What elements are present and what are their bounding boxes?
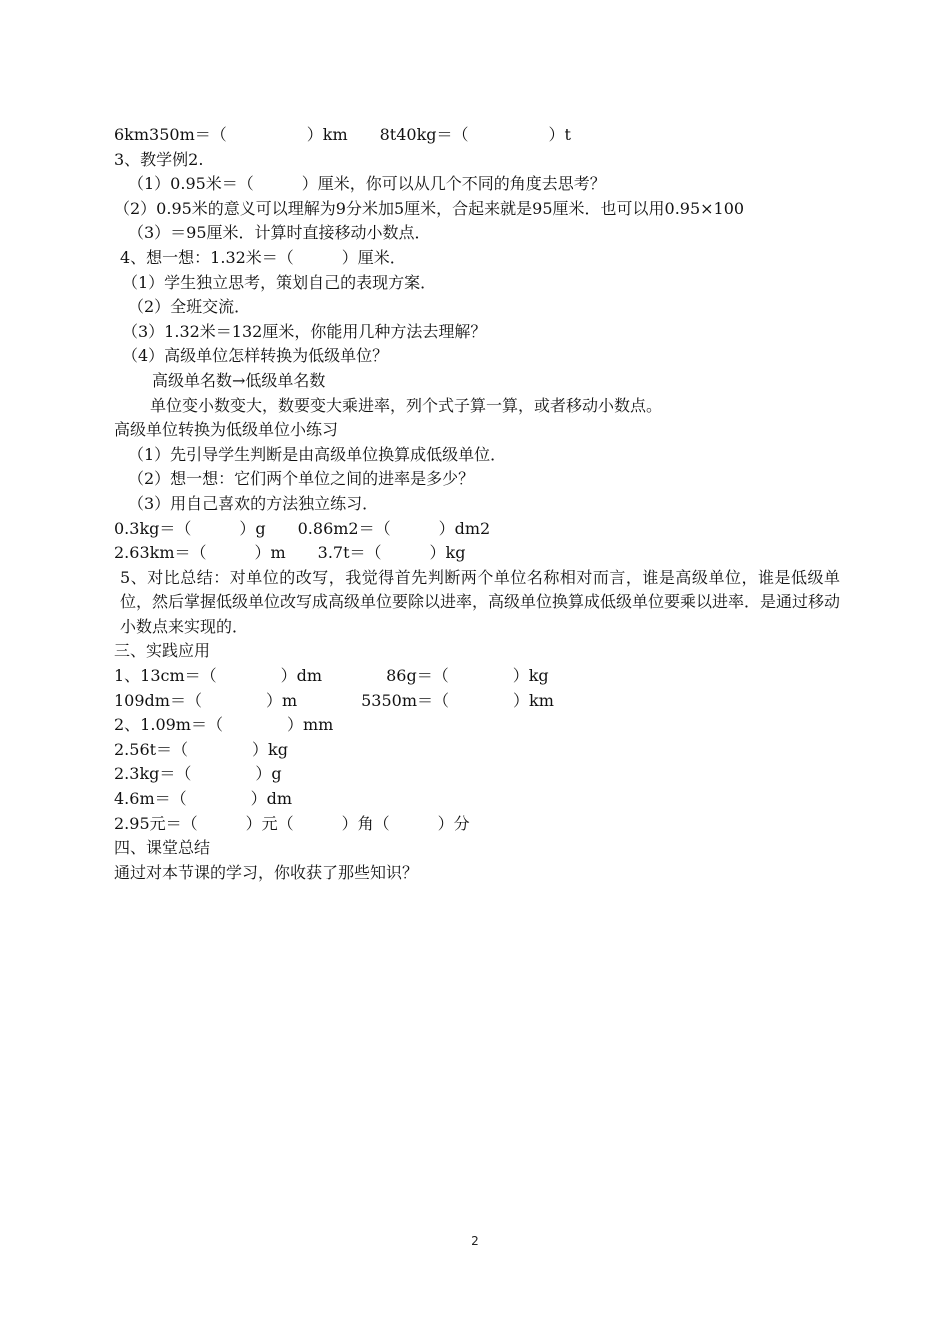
page-number: 2 — [471, 1234, 479, 1248]
document-body — [114, 123, 840, 885]
section-heading-think: 4、想一想：1.32米＝（ ）厘米． — [120, 247, 406, 267]
conversion-exercise-line: 2.56t＝（ ）kg — [114, 739, 288, 759]
paragraph-line: （3）1.32米＝132厘米，你能用几种方法去理解？ — [122, 321, 487, 341]
paragraph-line: （1）学生独立思考，策划自己的表现方案． — [122, 272, 437, 292]
paragraph-line: （3）＝95厘米．计算时直接移动小数点． — [128, 223, 431, 243]
conversion-exercise-line: 109dm＝（ ）m 5350m＝（ ）km — [114, 690, 554, 710]
conversion-exercise-line: 2.3kg＝（ ）g — [114, 764, 282, 784]
conversion-exercise-line: 0.3kg＝（ ）g 0.86m2＝（ ）dm2 — [114, 518, 491, 538]
paragraph-line: 高级单名数→低级单名数 — [152, 370, 326, 390]
paragraph-line: （1）0.95米＝（ ）厘米，你可以从几个不同的角度去思考？ — [128, 174, 606, 194]
paragraph-line: 通过对本节课的学习，你收获了那些知识？ — [114, 862, 419, 882]
conversion-exercise-line: 2、1.09m＝（ ）mm — [114, 715, 334, 735]
paragraph-line: （2）0.95米的意义可以理解为9分米加5厘米，合起来就是95厘米．也可以用0.95×100 — [114, 198, 745, 218]
paragraph-line: （3）用自己喜欢的方法独立练习． — [128, 493, 379, 513]
paragraph-line: （2）全班交流． — [128, 297, 251, 317]
paragraph-line: （2）想一想：它们两个单位之间的进率是多少？ — [128, 469, 475, 489]
conversion-exercise-line: 1、13cm＝（ ）dm 86g＝（ ）kg — [114, 666, 549, 686]
paragraph-line: 单位变小数变大，数要变大乘进率，列个式子算一算，或者移动小数点。 — [150, 395, 663, 415]
section-heading-summary: 四、课堂总结 — [114, 838, 211, 858]
paragraph-line: （1）先引导学生判断是由高级单位换算成低级单位． — [128, 444, 507, 464]
summary-paragraph: 5、对比总结：对单位的改写，我觉得首先判断两个单位名称相对而言，谁是高级单位，谁是低级单位，然后掌握低级单位改写成高级单位要除以进率，高级单位换算成低级单位要乘以进率．是通过移动小数点来实现的． — [120, 567, 841, 636]
conversion-exercise-line: 6km350m＝（ ）km 8t40kg＝（ ）t — [114, 125, 571, 144]
section-heading-practice: 三、实践应用 — [114, 641, 211, 661]
section-heading-example-2: 3、教学例2. — [114, 149, 204, 169]
conversion-exercise-line: 4.6m＝（ ）dm — [114, 789, 293, 809]
subheading-line: 高级单位转换为低级单位小练习 — [114, 420, 339, 440]
conversion-exercise-line: 2.95元＝（ ）元（ ）角（ ）分 — [114, 813, 470, 833]
paragraph-line: （4）高级单位怎样转换为低级单位？ — [122, 346, 389, 366]
conversion-exercise-line: 2.63km＝（ ）m 3.7t＝（ ）kg — [114, 543, 466, 563]
